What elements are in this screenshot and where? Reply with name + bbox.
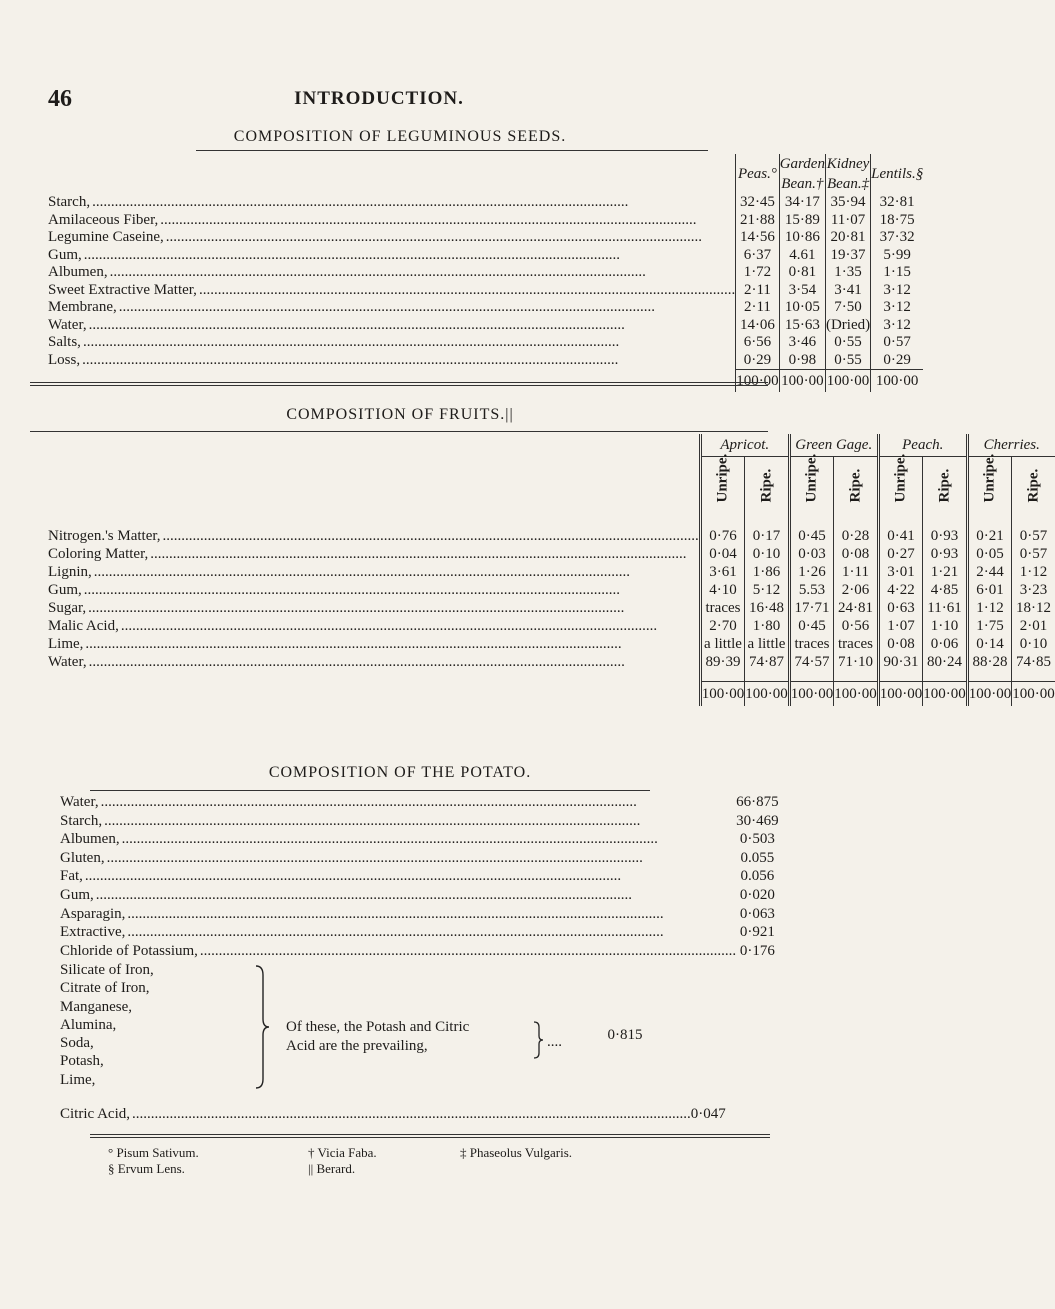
seeds-col-header: Kidney Bean.‡ [826,156,870,192]
seeds-top-rule-right [512,150,708,151]
mineral-item: Potash, [60,1053,104,1070]
fruits-cell: 17·71 [789,599,834,617]
fruits-cell: 74·57 [789,653,834,671]
fruits-total: 100·00 [700,682,745,707]
fruits-cell: 1·07 [878,617,923,635]
seeds-bottom-rule-2 [30,385,768,386]
seeds-cell: 15·63 [779,317,825,335]
seeds-row: Gum, ............................................................................................................................................... 6·37 4.61 19·37 5·99 [48,247,923,265]
fruits-cell: 0·08 [834,545,879,563]
footnote: ° Pisum Sativum. [108,1145,199,1160]
seeds-row: Albumen, ............................................................................................................................................... 1·72 0·81 1·35 1·15 [48,264,923,282]
fruits-group-header: Green Gage. [789,434,878,457]
seeds-cell: 2·11 [736,299,780,317]
fruits-group-header: Cherries. [967,434,1055,457]
fruits-row: Coloring Matter, ............................................................................................................................................... 0·04 0·10 0·03 0·08 0·27 0·93 0·05 0·57 [48,545,1055,563]
fruits-total-row [48,682,1055,707]
seeds-row: Amilaceous Fiber, ............................................................................................................................................... 21·88 15·89 11·07 18·75 [48,212,923,230]
potato-row: Extractive, ............................................................................................................................................... 0·921 [60,923,779,942]
fruits-cell: 0·76 [700,527,745,545]
fruits-cell: 2·44 [967,563,1012,581]
fruits-cell: 0·05 [967,545,1012,563]
potato-top-rule [90,790,650,791]
potato-row: Starch, ............................................................................................................................................... 30·469 [60,812,779,829]
seeds-cell: 0·98 [779,352,825,370]
fruits-subhead-unripe: Unripe. [878,457,923,528]
potato-value: 66·875 [736,794,779,810]
fruits-cell: 24·81 [834,599,879,617]
mineral-list [60,961,154,1089]
fruits-subhead-unripe: Unripe. [967,457,1012,528]
fruits-cell: 3·01 [878,563,923,581]
potato-title: COMPOSITION OF THE POTATO. [268,764,532,781]
right-brace-icon [532,1021,544,1059]
footnote-rule [90,1134,770,1135]
potato-value: 0.055 [740,849,775,866]
fruits-cell: 0·63 [878,599,923,617]
fruits-cell: 1·12 [967,599,1012,617]
potato-row: Gluten, ............................................................................................................................................... 0.055 [60,849,779,868]
left-brace-icon [254,965,270,1089]
footnote-rule-2 [90,1137,770,1138]
seeds-cell: 18·75 [871,212,924,230]
fruits-cell: 0·93 [923,527,968,545]
fruits-cell: 1·12 [1012,563,1055,581]
seeds-cell: 5·99 [871,247,924,265]
seeds-title: COMPOSITION OF LEGUMINOUS SEEDS. [233,128,567,145]
seeds-row: Membrane, ............................................................................................................................................... 2·11 10·05 7·50 3·12 [48,299,923,317]
fruits-cell: 4·22 [878,581,923,599]
seeds-cell: 0·57 [871,334,924,352]
mineral-item: Lime, [60,1071,96,1088]
fruits-cell: 1·21 [923,563,968,581]
fruits-cell: 0·41 [878,527,923,545]
fruits-cell: 0·17 [745,527,790,545]
seeds-total: 100·00 [779,370,825,393]
fruits-cell: 74·85 [1012,653,1055,671]
fruits-cell: 0·21 [967,527,1012,545]
seeds-total-row [48,370,923,393]
fruits-cell: 0·10 [1012,635,1055,653]
potato-row: Chloride of Potassium, ............................................................................................................................................... 0·176 [60,942,779,961]
fruits-cell: 3·23 [1012,581,1055,599]
fruits-total: 100·00 [1012,682,1055,707]
footnote: † Vicia Faba. [308,1145,377,1160]
potato-table [60,793,779,960]
seeds-row: Water, ............................................................................................................................................... 14·06 15·63 (Dried) 3·12 [48,317,923,335]
fruits-cell: 71·10 [834,653,879,671]
fruits-cell: 90·31 [878,653,923,671]
potato-row: Gum, ............................................................................................................................................... 0·020 [60,886,779,905]
fruits-cell: 0·06 [923,635,968,653]
seeds-total: 100·00 [736,370,780,393]
seeds-cell: 0·29 [736,352,780,370]
seeds-cell: 14·56 [736,229,780,247]
seeds-total: 100·00 [825,370,870,393]
fruits-cell: 0·93 [923,545,968,563]
seeds-total: 100·00 [871,370,924,393]
group-dots: .... [547,1034,562,1050]
fruits-cell: 74·87 [745,653,790,671]
fruits-cell: 1·11 [834,563,879,581]
mineral-item: Citrate of Iron, [60,980,150,997]
fruits-row: Water, ............................................................................................................................................... 89·39 74·87 74·57 71·10 90·31 80·24 88·28 74·85 [48,653,1055,671]
potato-value: 0·176 [739,942,775,959]
seeds-cell: 10·05 [779,299,825,317]
fruits-cell: 1·10 [923,617,968,635]
seeds-cell: (Dried) [825,316,871,333]
fruits-total: 100·00 [967,682,1012,707]
fruits-total: 100·00 [878,682,923,707]
fruits-row: Lignin, ............................................................................................................................................... 3·61 1·86 1·26 1·11 3·01 1·21 2·44 1·12 [48,563,1055,581]
seeds-cell: 34·17 [779,194,825,212]
seeds-col-header: Garden Bean.† [779,156,825,192]
footnote: § Ervum Lens. [108,1161,185,1176]
footnote: || Berard. [308,1161,356,1176]
fruits-table [48,434,1055,706]
fruits-cell: 4·10 [700,581,745,599]
seeds-cell: 1·15 [871,264,924,282]
fruits-cell: 6·01 [967,581,1012,599]
fruits-cell: 0·45 [789,527,834,545]
seeds-cell: 3·12 [871,282,924,300]
fruits-title: COMPOSITION OF FRUITS.|| [286,406,514,423]
fruits-cell: 5.53 [789,581,834,599]
fruits-subhead-unripe: Unripe. [700,457,745,528]
potato-row: Asparagin, ............................................................................................................................................... 0·063 [60,905,779,924]
potato-row: Albumen, ............................................................................................................................................... 0·503 [60,830,779,849]
seeds-cell: 0·29 [871,352,924,370]
fruits-cell: 2·01 [1012,617,1055,635]
fruits-cell: 0·57 [1012,527,1055,545]
fruits-cell: 0·57 [1012,545,1055,563]
potato-value: 0·503 [739,831,775,848]
fruits-cell: 0·14 [967,635,1012,653]
fruits-group-header: Apricot. [700,434,789,457]
seeds-cell: 20·81 [825,229,870,247]
fruits-subhead-ripe: Ripe. [745,457,790,528]
seeds-row: Sweet Extractive Matter, ............................................................................................................................................... 2·11 3·54 3·41 3·12 [48,282,923,300]
fruits-subhead-unripe: Unripe. [789,457,834,528]
seeds-cell: 3·41 [825,282,870,300]
fruits-top-rule [30,431,768,432]
potato-last-row: Citric Acid, ..................................................................................................................................................... 0·047 [60,1106,726,1122]
fruits-cell: 0·28 [834,527,879,545]
seeds-cell: 6·56 [736,334,780,352]
fruits-cell: 3·61 [700,563,745,581]
fruits-group-header: Peach. [878,434,967,457]
seeds-cell: 7·50 [825,299,870,317]
fruits-cell: traces [789,635,834,653]
fruits-row: Malic Acid, ............................................................................................................................................... 2·70 1·80 0·45 0·56 1·07 1·10 1·75 2·01 [48,617,1055,635]
fruits-total: 100·00 [745,682,790,707]
fruits-row: Lime, ............................................................................................................................................... a little a little traces traces 0·08 0·06 0·14 0·10 [48,635,1055,653]
mineral-item: Alumina, [60,1016,117,1033]
seeds-row: Starch, ............................................................................................................................................... 32·45 34·17 35·94 32·81 [48,194,923,212]
fruits-cell: 1·86 [745,563,790,581]
fruits-subhead-ripe: Ripe. [834,457,879,528]
group-note: Of these, the Potash and Citric Acid are the prevailing, [286,1019,470,1054]
seeds-cell: 15·89 [779,212,825,230]
seeds-table [48,154,923,392]
fruits-cell: 0·27 [878,545,923,563]
seeds-bottom-rule [30,382,768,383]
seeds-row: Salts, ............................................................................................................................................... 6·56 3·46 0·55 0·57 [48,334,923,352]
fruits-row: Sugar, ............................................................................................................................................... traces 16·48 17·71 24·81 0·63 11·61 1·12 18·12 [48,599,1055,617]
seeds-cell: 3·12 [871,317,924,335]
potato-row: Water, ............................................................................................................................................... 66·875 [60,794,779,810]
potato-value: 0·020 [739,886,775,903]
potato-row: Fat, ............................................................................................................................................... 0.056 [60,867,779,886]
fruits-cell: 0·03 [789,545,834,563]
mineral-item: Soda, [60,1035,94,1052]
fruits-cell: a little [745,635,790,653]
fruits-subhead-ripe: Ripe. [923,457,968,528]
fruits-cell: 1·26 [789,563,834,581]
seeds-cell: 0·55 [825,352,870,370]
fruits-cell: 18·12 [1012,599,1055,617]
potato-value: 0·921 [739,924,775,941]
fruits-cell: traces [700,599,745,617]
fruits-cell: 89·39 [700,653,745,671]
seeds-cell: 6·37 [736,247,780,265]
seeds-row: Loss, ............................................................................................................................................... 0·29 0·98 0·55 0·29 [48,352,923,370]
seeds-cell: 3·54 [779,282,825,300]
fruits-subhead-ripe: Ripe. [1012,457,1055,528]
page-header [48,86,710,116]
seeds-cell: 10·86 [779,229,825,247]
seeds-cell: 21·88 [736,212,780,230]
seeds-top-rule-left [196,150,512,151]
seeds-cell: 37·32 [871,229,924,247]
seeds-cell: 1·35 [825,264,870,282]
fruits-cell: 4·85 [923,581,968,599]
potato-value: 30·469 [736,812,779,829]
fruits-cell: 0·10 [745,545,790,563]
seeds-cell: 11·07 [825,212,870,230]
fruits-cell: 80·24 [923,653,968,671]
potato-value: 0·063 [739,905,775,922]
seeds-cell: 3·46 [779,334,825,352]
fruits-cell: 2·06 [834,581,879,599]
group-value: 0·815 [607,1027,643,1043]
fruits-total: 100·00 [789,682,834,707]
seeds-cell: 19·37 [825,247,870,265]
potato-value: 0·047 [690,1106,726,1122]
page-number: 46 [48,86,72,112]
fruits-cell: 0·45 [789,617,834,635]
seeds-cell: 3·12 [871,299,924,317]
fruits-cell: 0·08 [878,635,923,653]
fruits-cell: 1·75 [967,617,1012,635]
footnote: ‡ Phaseolus Vulgaris. [460,1145,573,1160]
potato-mineral-group [60,961,660,1111]
seeds-cell: 2·11 [736,282,780,300]
fruits-row: Nitrogen.'s Matter, ............................................................................................................................................... 0·76 0·17 0·45 0·28 0·41 0·93 0·21 0·57 [48,527,1055,545]
fruits-cell: 88·28 [967,653,1012,671]
mineral-item: Manganese, [60,998,133,1015]
seeds-cell: 14·06 [736,317,780,335]
seeds-cell: 4.61 [779,247,825,265]
fruits-cell: 16·48 [745,599,790,617]
fruits-cell: 0·56 [834,617,879,635]
seeds-cell: 32·81 [871,194,924,212]
potato-value: 0.056 [740,868,775,885]
fruits-cell: 5·12 [745,581,790,599]
fruits-cell: 2·70 [700,617,745,635]
seeds-col-header: Lentils.§ [871,154,924,194]
fruits-cell: 0·04 [700,545,745,563]
running-title: INTRODUCTION. [294,88,464,109]
seeds-cell: 35·94 [825,194,870,212]
fruits-cell: a little [700,635,745,653]
fruits-cell: 1·80 [745,617,790,635]
fruits-cell: traces [834,635,879,653]
mineral-item: Silicate of Iron, [60,962,154,978]
seeds-cell: 32·45 [736,194,780,212]
fruits-cell: 11·61 [923,599,968,617]
fruits-total: 100·00 [834,682,879,707]
seeds-cell: 0·81 [779,264,825,282]
seeds-col-header: Peas.° [736,154,780,194]
seeds-cell: 1·72 [736,264,780,282]
seeds-cell: 0·55 [825,334,870,352]
seeds-row: Legumine Caseine, ............................................................................................................................................... 14·56 10·86 20·81 37·32 [48,229,923,247]
fruits-row: Gum, ............................................................................................................................................... 4·10 5·12 5.53 2·06 4·22 4·85 6·01 3·23 [48,581,1055,599]
fruits-total: 100·00 [923,682,968,707]
